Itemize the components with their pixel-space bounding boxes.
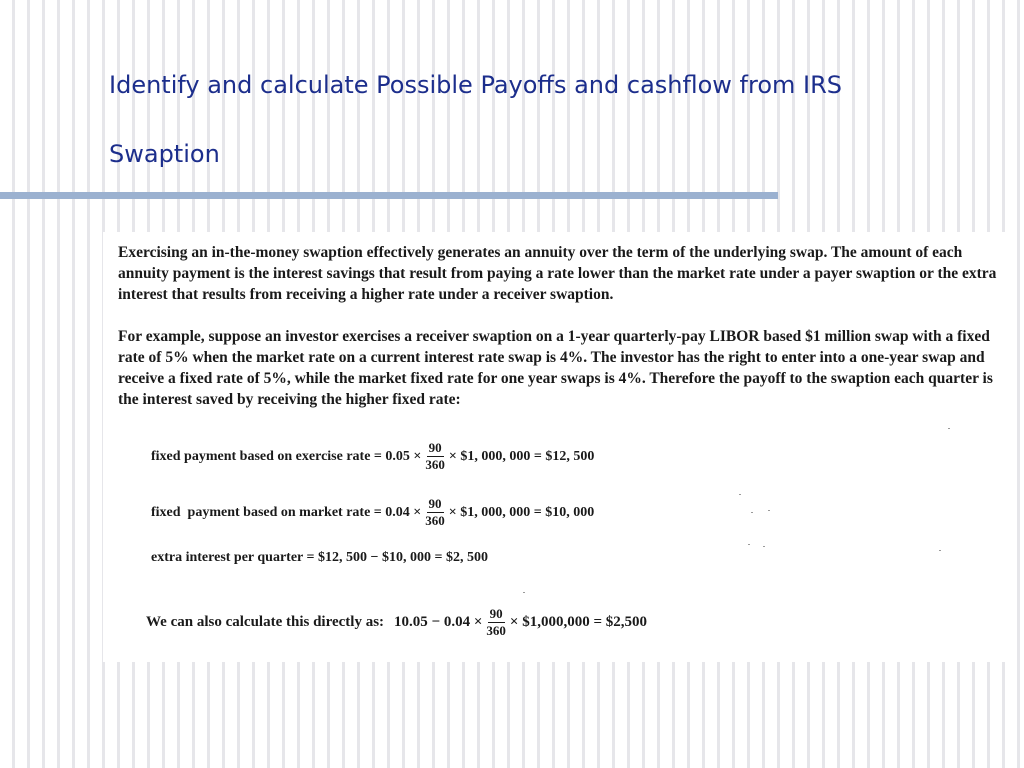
fraction-90-over-360 <box>423 496 447 529</box>
fraction-denominator: 360 <box>425 513 445 528</box>
fraction-numerator: 90 <box>428 496 442 511</box>
scan-speck <box>748 544 750 545</box>
equation-text: extra interest per quarter = $12, 500 − $10, 000 = $2, 500 <box>151 550 488 565</box>
equation-rhs: × $1, 000, 000 = $10, 000 <box>448 504 595 520</box>
equation-lhs: 10.05 − 0.04 × <box>394 614 483 630</box>
scan-speck <box>739 494 741 495</box>
equation-rhs: × $1, 000, 000 = $12, 500 <box>448 448 595 464</box>
fraction-90-over-360 <box>484 606 508 639</box>
excerpt-paragraph-annuity: Exercising an in-the-money swaption effectively generates an annuity over the term of the underlying swap. The amount of each annuity payment is the interest savings that result from paying a rate lower than the market rate under a payer swaption or the extra interest that results from receiving a higher rate under a receiver swaption. <box>118 244 997 303</box>
fraction-numerator: 90 <box>489 606 503 621</box>
excerpt-paragraph-example: For example, suppose an investor exercises a receiver swaption on a 1-year quarterly-pay LIBOR based $1 million swap with a fixed rate of 5% when the market rate on a current interest rate swap is 4%. The investor has the right to enter into a one-year swap and receive a fixed rate of 5%, while the market fixed rate for one year swaps is 4%. Therefore the payoff to the swaption each quarter is the interest saved by receiving the higher fixed rate: <box>118 328 993 408</box>
fraction-numerator: 90 <box>428 440 442 455</box>
equation-market-rate-payment <box>151 496 594 529</box>
equation-rhs: × $1,000,000 = $2,500 <box>509 614 647 630</box>
title-underline-rule <box>0 192 778 199</box>
fraction-denominator: 360 <box>486 623 506 638</box>
scan-speck <box>763 546 765 547</box>
fraction-denominator: 360 <box>425 457 445 472</box>
scan-speck <box>751 512 753 513</box>
equation-label: We can also calculate this directly as: <box>146 614 385 630</box>
equation-direct-calculation <box>146 606 647 639</box>
slide-title-line-1: Identify and calculate Possible Payoffs and cashflow from IRS <box>109 71 843 99</box>
fraction-90-over-360 <box>423 440 447 473</box>
scan-speck <box>523 592 525 593</box>
equation-lhs: fixed payment based on exercise rate = 0.05 × <box>151 448 422 464</box>
scan-speck <box>939 550 941 551</box>
equation-extra-interest <box>151 550 488 566</box>
scan-speck <box>948 428 950 429</box>
textbook-excerpt-image <box>103 232 1012 662</box>
slide-title-line-2: Swaption <box>109 140 220 168</box>
equation-exercise-rate-payment <box>151 440 594 473</box>
equation-lhs: fixed payment based on market rate = 0.04 × <box>151 504 422 520</box>
scan-speck <box>768 510 770 511</box>
